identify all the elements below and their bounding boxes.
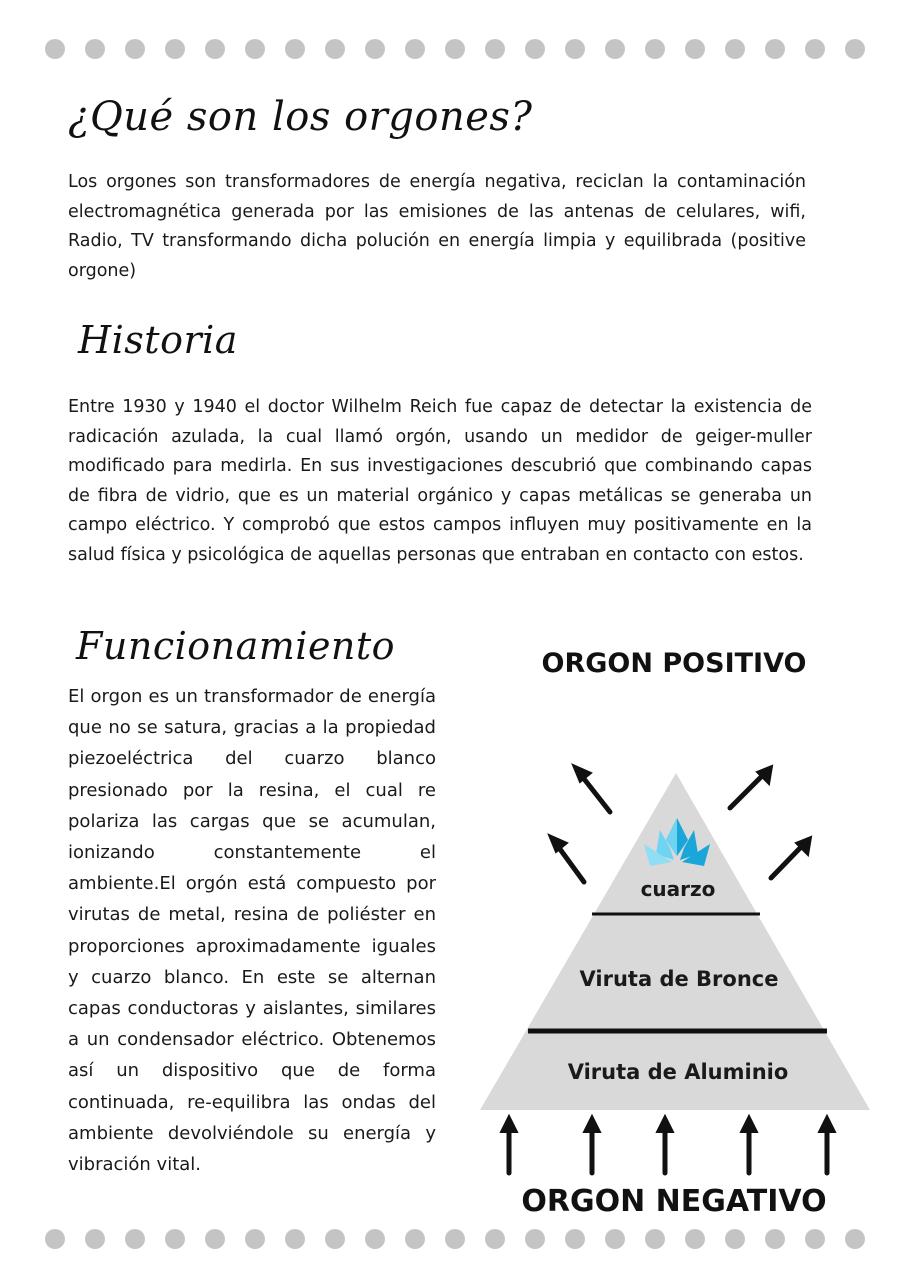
section-body-que-son: Los orgones son transformadores de energía negativa, reciclan la contaminación electromagnética generada por las emisiones de las antenas de celulares, wifi, Radio, TV transformando dicha polución en energía limpia y equilibrada (positive orgone) [68,172,806,281]
decorative-dot [325,39,345,59]
decorative-dot [645,39,665,59]
arrow-icon [501,1116,517,1173]
section-body-funcionamiento: El orgon es un transformador de energía que no se satura, gracias a la propiedad piezoeléctrica del cuarzo blanco presionado por la resina, el cual re polariza las cargas que se acumulan, ionizando constantemente el ambiente.El orgón está compuesto por virutas de metal, resina de poliéster en proporciones aproximadamente iguales y cuarzo blanco. En este se alternan capas conductoras y aislantes, similares a un condensador eléctrico. Obtenemos así un dispositivo que de forma continuada, re-equilibra las ondas del ambiente devolviéndole su energía y vibración vital. [68,686,436,1176]
decorative-dot [125,1229,145,1249]
decorative-dot [645,1229,665,1249]
decorative-dot [765,1229,785,1249]
decorative-dot [845,1229,865,1249]
decorative-dot [245,39,265,59]
decorative-dot [765,39,785,59]
arrow-icon [730,766,772,808]
layer-label-cuarzo: cuarzo [640,877,716,901]
decorative-dot [125,39,145,59]
arrow-icon [771,837,811,878]
decorative-dot [365,1229,385,1249]
section-title-historia: Historia [78,318,238,362]
orgon-pyramid-diagram [460,630,880,1220]
section-title-que-son: ¿Qué son los orgones? [68,94,533,140]
decorative-dot [725,1229,745,1249]
decorative-dot [205,39,225,59]
decorative-dot [485,39,505,59]
decorative-dot [45,39,65,59]
decorative-dot [405,39,425,59]
decorative-dot [805,39,825,59]
decorative-dot [365,39,385,59]
section-body-historia: Entre 1930 y 1940 el doctor Wilhelm Reich fue capaz de detectar la existencia de radicación azulada, la cual llamó orgón, usando un medidor de geiger-muller modificado para medirla. En sus investigaciones descubrió que combinando capas de fibra de vidrio, que es un material orgánico y capas metálicas se generaba un campo eléctrico. Y comprobó que estos campos influyen muy positivamente en la salud física y psicológica de aquellas personas que entraban en contacto con estos. [68,397,812,565]
decorative-dot [605,1229,625,1249]
decorative-dot [85,39,105,59]
decorative-dot [445,1229,465,1249]
decorative-dot [205,1229,225,1249]
decorative-dot [685,1229,705,1249]
decorative-dot [285,1229,305,1249]
arrow-icon [819,1116,835,1173]
layer-label-bronce: Viruta de Bronce [579,967,779,991]
decorative-dot [565,39,585,59]
arrow-icon [741,1116,757,1173]
top-dot-border [0,39,904,59]
decorative-dot [45,1229,65,1249]
decorative-dot [605,39,625,59]
arrow-icon [549,835,584,882]
decorative-dot [325,1229,345,1249]
decorative-dot [805,1229,825,1249]
orgon-positivo-label: ORGON POSITIVO [541,648,807,679]
decorative-dot [565,1229,585,1249]
layer-label-aluminio: Viruta de Aluminio [567,1060,789,1084]
decorative-dot [405,1229,425,1249]
arrow-icon [573,765,610,812]
decorative-dot [165,1229,185,1249]
orgon-negativo-label: ORGON NEGATIVO [521,1184,827,1219]
section-title-funcionamiento: Funcionamiento [76,624,396,668]
decorative-dot [245,1229,265,1249]
decorative-dot [165,39,185,59]
decorative-dot [85,1229,105,1249]
decorative-dot [445,39,465,59]
bottom-dot-border [0,1229,904,1249]
decorative-dot [845,39,865,59]
arrow-icon [657,1116,673,1173]
arrow-icon [584,1116,600,1173]
decorative-dot [525,1229,545,1249]
decorative-dot [685,39,705,59]
decorative-dot [525,39,545,59]
decorative-dot [725,39,745,59]
decorative-dot [285,39,305,59]
decorative-dot [485,1229,505,1249]
